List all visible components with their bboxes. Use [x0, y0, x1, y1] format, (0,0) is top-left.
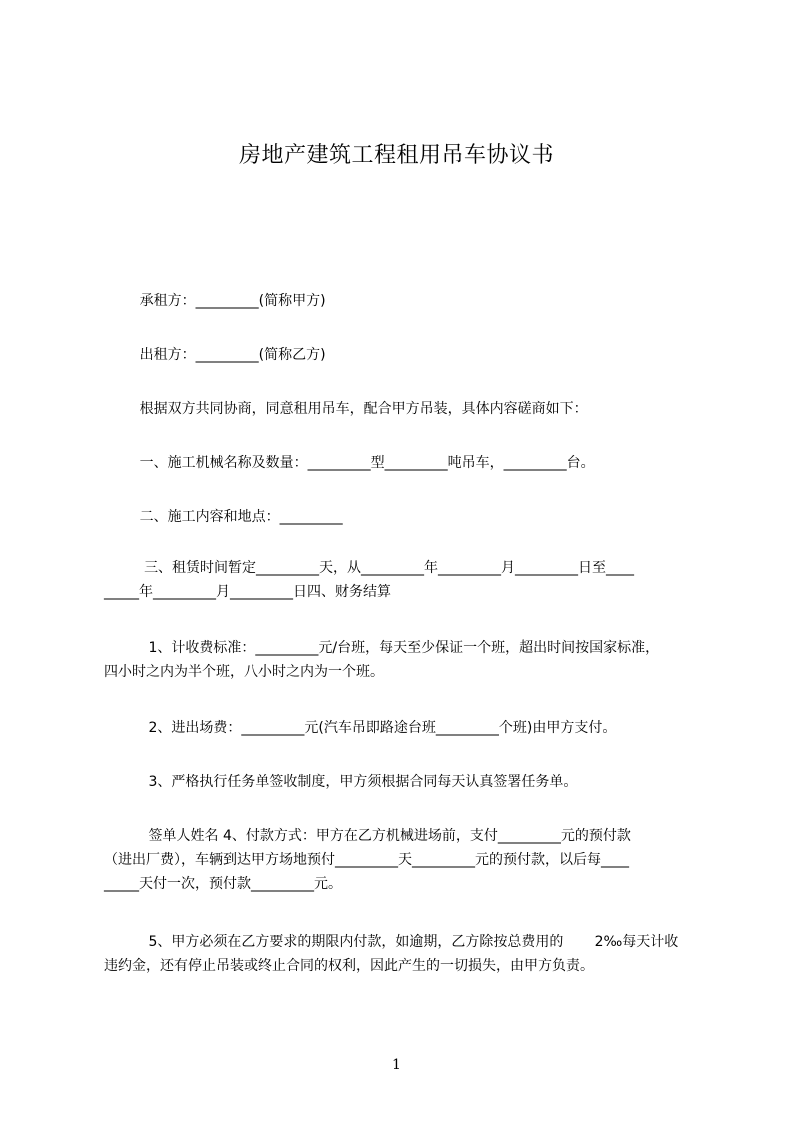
document-title: 房地产建筑工程租用吊车协议书: [238, 143, 554, 168]
lessee-line: 承租方：_________(简称甲方): [104, 293, 326, 309]
clause-work-content: 二、施工内容和地点：_________: [104, 509, 343, 525]
item-task-sheet: 3、严格执行任务单签收制度，甲方须根据合同每天认真签署任务单。: [104, 774, 578, 790]
lessor-line: 出租方：_________(简称乙方): [104, 347, 326, 363]
item-entry-exit-fee: 2、进出场费：_________元(汽车吊即路途台班_________个班)由甲方支付。: [104, 720, 617, 736]
clause-lease-period: 三、租赁时间暂定_________天，从_________年_________月_________日至____ _____年_________月_________日四、财务结算: [104, 560, 635, 600]
clause-machinery: 一、施工机械名称及数量：_________型_________吨吊车，_________台。: [104, 455, 595, 471]
item-late-payment: 5、甲方必须在乙方要求的期限内付款，如逾期，乙方除按总费用的 2‰每天计收 违约金，还有停止吊装或终止合同的权利，因此产生的一切损失，由甲方负责。: [104, 934, 679, 974]
intro-paragraph: 根据双方共同协商，同意租用吊车，配合甲方吊装，具体内容磋商如下：: [104, 401, 588, 417]
item-payment-method: 签单人姓名 4、付款方式：甲方在乙方机械进场前，支付_________元的预付款 （进出厂费），车辆到达甲方场地预付_________天_________元的预付款，以后每____ _____天付一次，预付款_________元。: [104, 828, 631, 892]
page-number: 1: [392, 1057, 401, 1073]
item-billing-standard: 1、计收费标准：_________元/台班，每天至少保证一个班，超出时间按国家标准， 四小时之内为半个班，八小时之内为一个班。: [104, 640, 660, 680]
